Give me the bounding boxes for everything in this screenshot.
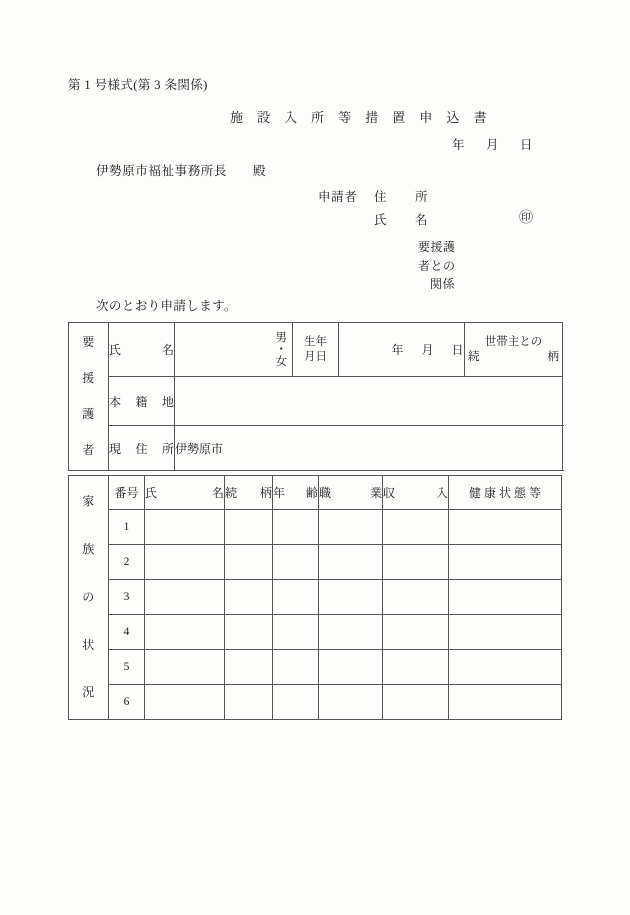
household-relation-char: 続 (468, 350, 480, 363)
family-occupation-field[interactable] (319, 650, 383, 685)
family-name-field[interactable] (145, 685, 225, 720)
column-header-char: 年 (273, 486, 286, 500)
date-line (452, 138, 534, 152)
column-header-char: 職 (319, 486, 332, 500)
column-header-age (273, 476, 319, 510)
row-header-name (109, 323, 175, 377)
date-day-label: 日 (520, 138, 534, 152)
family-health-field[interactable] (449, 545, 562, 580)
relation-note-line1: 要援護 (418, 240, 456, 254)
table-row (69, 510, 562, 545)
birth-month-label: 月 (421, 343, 434, 357)
family-income-field[interactable] (383, 545, 449, 580)
applicant-label: 申請者 (318, 190, 358, 204)
family-income-field[interactable] (383, 510, 449, 545)
column-header-char: 氏 (145, 486, 158, 500)
birth-day-label: 日 (451, 343, 464, 357)
family-income-field[interactable] (383, 615, 449, 650)
birthdate-field[interactable] (339, 323, 465, 377)
side-label-char: の (82, 589, 95, 604)
family-occupation-field[interactable] (319, 580, 383, 615)
family-age-field[interactable] (273, 685, 319, 720)
household-relation-label (465, 323, 563, 377)
family-health-field[interactable] (449, 580, 562, 615)
family-name-field[interactable] (145, 510, 225, 545)
row-header-domicile (109, 377, 175, 426)
family-row-number: 4 (109, 615, 145, 650)
row-header-char: 現 (109, 441, 122, 456)
family-age-field[interactable] (273, 615, 319, 650)
column-header-char: 続 (225, 486, 238, 500)
birthdate-label-line1: 生年 (304, 336, 327, 349)
family-relation-field[interactable] (225, 650, 273, 685)
family-relation-field[interactable] (225, 685, 273, 720)
gender-choice-label (276, 331, 288, 367)
family-income-field[interactable] (383, 650, 449, 685)
addressee-honorific: 殿 (253, 164, 267, 178)
family-age-field[interactable] (273, 580, 319, 615)
column-header-char: 齢 (305, 486, 318, 500)
family-health-field[interactable] (449, 510, 562, 545)
row-header-char: 氏 (109, 343, 122, 357)
column-header-health: 健 康 状 態 等 (449, 476, 562, 510)
family-row-number: 3 (109, 580, 145, 615)
birthdate-label (293, 323, 339, 377)
family-name-field[interactable] (145, 650, 225, 685)
column-header-relation (225, 476, 273, 510)
family-age-field[interactable] (273, 510, 319, 545)
family-age-field[interactable] (273, 545, 319, 580)
family-health-field[interactable] (449, 650, 562, 685)
side-label-char: 状 (82, 637, 95, 652)
column-header-char: 名 (211, 486, 224, 500)
family-relation-field[interactable] (225, 580, 273, 615)
side-label-char: 護 (82, 407, 95, 422)
table-header-row (69, 476, 562, 510)
table-row (69, 615, 562, 650)
side-label-char: 要 (82, 334, 95, 349)
side-label-char: 者 (82, 443, 95, 458)
column-header-number: 番号 (109, 476, 145, 510)
relation-note (418, 238, 456, 294)
current-address-field[interactable]: 伊勢原市 (175, 426, 563, 471)
family-occupation-field[interactable] (319, 685, 383, 720)
birth-year-label: 年 (391, 343, 404, 357)
table-row (69, 323, 563, 377)
household-relation-line1: 世帯主との (484, 336, 543, 349)
family-side-label (69, 476, 109, 720)
date-month-label: 月 (486, 138, 500, 152)
applicant-address-label: 住 所 (374, 190, 436, 204)
column-header-income (383, 476, 449, 510)
table-row (69, 377, 563, 426)
table-row (69, 426, 563, 471)
gender-char: ・ (275, 343, 287, 356)
document-title: 施 設 入 所 等 措 置 申 込 書 (230, 110, 492, 125)
household-relation-line2 (465, 350, 562, 364)
gender-char: 女 (275, 355, 287, 368)
intro-sentence: 次のとおり申請します。 (96, 299, 237, 313)
family-relation-field[interactable] (225, 615, 273, 650)
row-header-char: 名 (161, 343, 174, 357)
column-header-char: 業 (369, 486, 382, 500)
family-relation-field[interactable] (225, 510, 273, 545)
family-occupation-field[interactable] (319, 545, 383, 580)
side-label-char: 況 (82, 685, 95, 700)
recipient-name-field[interactable] (175, 323, 293, 377)
column-header-char: 収 (383, 486, 396, 500)
family-name-field[interactable] (145, 580, 225, 615)
row-header-char: 住 (135, 441, 148, 456)
applicant-name-label: 氏 名 (374, 213, 436, 227)
row-header-char: 籍 (135, 394, 148, 409)
column-header-occupation (319, 476, 383, 510)
side-label-char: 援 (82, 370, 95, 385)
family-income-field[interactable] (383, 580, 449, 615)
table-row (69, 580, 562, 615)
column-header-name (145, 476, 225, 510)
side-label-char: 家 (82, 494, 95, 509)
side-label-char: 族 (82, 542, 95, 557)
family-row-number: 6 (109, 685, 145, 720)
row-header-char: 本 (109, 394, 122, 409)
row-header-char: 地 (161, 394, 174, 409)
family-name-field[interactable] (145, 615, 225, 650)
family-status-table (68, 475, 562, 720)
form-code: 第 1 号様式(第 3 条関係) (68, 78, 208, 92)
household-relation-char: 柄 (547, 350, 559, 363)
family-occupation-field[interactable] (319, 615, 383, 650)
family-row-number: 2 (109, 545, 145, 580)
family-row-number: 1 (109, 510, 145, 545)
birthdate-label-line2: 月日 (304, 350, 327, 363)
relation-note-line2: 者との (418, 258, 456, 273)
table-row (69, 545, 562, 580)
row-header-char: 所 (161, 441, 174, 456)
family-row-number: 5 (109, 650, 145, 685)
gender-char: 男 (275, 331, 287, 344)
domicile-field[interactable] (175, 377, 563, 426)
relation-note-line3: 関係 (430, 277, 456, 292)
row-header-current-address (109, 426, 175, 471)
family-health-field[interactable] (449, 615, 562, 650)
addressee (96, 164, 266, 178)
table-row (69, 685, 562, 720)
addressee-office: 伊勢原市福祉事務所長 (96, 164, 228, 178)
family-income-field[interactable] (383, 685, 449, 720)
table-row (69, 650, 562, 685)
column-header-char: 入 (435, 486, 448, 500)
recipient-table (68, 322, 563, 471)
family-occupation-field[interactable] (319, 510, 383, 545)
date-year-label: 年 (452, 138, 466, 152)
recipient-side-label (69, 323, 109, 471)
column-header-char: 柄 (259, 486, 272, 500)
family-relation-field[interactable] (225, 545, 273, 580)
family-name-field[interactable] (145, 545, 225, 580)
family-age-field[interactable] (273, 650, 319, 685)
seal-icon: ㊞ (519, 211, 533, 226)
family-health-field[interactable] (449, 685, 562, 720)
